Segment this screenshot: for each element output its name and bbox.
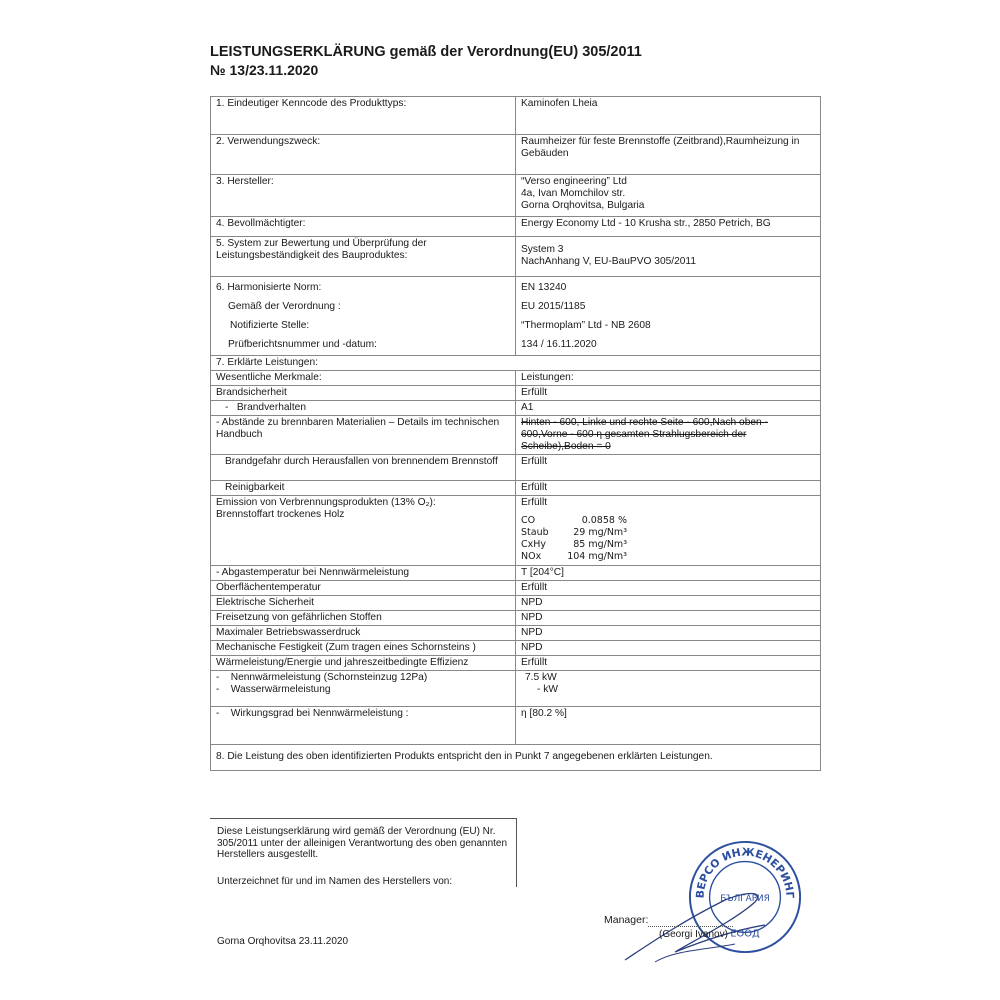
regulation-label: Gemäß der Verordnung : — [228, 301, 341, 312]
table-row — [211, 217, 821, 237]
row-label-text: Wirkungsgrad bei Nennwärmeleistung : — [230, 708, 409, 719]
emission-label: Emission von Verbrennungsprodukten (13% O₂): — [216, 497, 436, 508]
row-value: Hinten - 600, Linke und rechte Seite - 600,Nach oben - 600,Vorne - 600 η gesamten Strahlugsbereich der Scheibe),Boden = 0 — [516, 416, 821, 455]
row-label: Maximaler Betriebswasserdruck — [211, 626, 516, 641]
table-row — [211, 641, 821, 656]
nominal-output-value: 7.5 kW — [525, 672, 557, 683]
row-label — [211, 237, 516, 277]
responsibility-statement: Diese Leistungserklärung wird gemäß der Verordnung (EU) Nr. 305/2011 unter der alleinigen Verantwortung des oben genannten Herstellers ausgestellt. — [217, 826, 508, 860]
table-row — [211, 481, 821, 496]
row-label: Oberflächentemperatur — [211, 581, 516, 596]
row-value: NPD — [516, 596, 821, 611]
row-value: η [80.2 %] — [516, 707, 821, 745]
row-label: - Brandverhalten — [211, 401, 516, 416]
manufacturer-city: Gorna Orqhovitsa, Bulgaria — [521, 200, 645, 211]
conformity-statement: 8. Die Leistung des oben identifizierten Produkts entspricht den in Punkt 7 angegebenen erklärten Leistungen. — [211, 745, 821, 771]
document-title: LEISTUNGSERKLÄRUNG gemäß der Verordnung(EU) 305/2011 — [210, 44, 642, 60]
test-report-value: 134 / 16.11.2020 — [521, 339, 597, 350]
row-value: Raumheizer für feste Brennstoffe (Zeitbrand),Raumheizung in Gebäuden — [516, 135, 821, 175]
row-value: A1 — [516, 401, 821, 416]
emission-cxhy — [521, 539, 815, 551]
row-label — [211, 496, 516, 566]
row-label: 3. Hersteller: — [211, 175, 516, 217]
row-label-text: Brandverhalten — [236, 402, 306, 413]
table-row — [211, 596, 821, 611]
notified-body-value: “Thermoplam” Ltd - NB 2608 — [521, 320, 651, 331]
table-row — [211, 745, 821, 771]
manager-label: Manager: — [604, 914, 649, 926]
emission-nox — [521, 551, 815, 563]
table-row — [211, 135, 821, 175]
column-header: Leistungen: — [516, 371, 821, 386]
row-value-line: System 3 — [521, 244, 564, 255]
table-row — [211, 386, 821, 401]
table-row — [211, 401, 821, 416]
table-row — [211, 97, 821, 135]
stamp-text-top: ВЕРСО ИНЖЕНЕРИНГ — [693, 845, 797, 899]
document-number: № 13/23.11.2020 — [210, 62, 319, 78]
row-label-line: 5. System zur Bewertung und Überprüfung der — [216, 238, 427, 249]
stamp-text-bottom: ЕООД — [730, 928, 760, 940]
notified-body-label: Notifizierte Stelle: — [230, 320, 310, 331]
row-label: Reinigbarkeit — [211, 481, 516, 496]
emission-value: 0.0858 % — [581, 515, 627, 526]
emission-staub — [521, 527, 815, 539]
row-label: - Wirkungsgrad bei Nennwärmeleistung : — [211, 707, 516, 745]
row-value: Kaminofen Lheia — [516, 97, 821, 135]
row-label: Wärmeleistung/Energie und jahreszeitbedingte Effizienz — [211, 656, 516, 671]
row-value — [516, 496, 821, 566]
table-row — [211, 416, 821, 455]
row-label — [211, 671, 516, 707]
row-value — [516, 671, 821, 707]
signature-line — [648, 926, 733, 927]
table-row — [211, 371, 821, 386]
emission-key: Staub — [521, 527, 549, 538]
signer-line: Unterzeichnet für und im Namen des Herstellers von: — [217, 876, 453, 887]
table-row — [211, 626, 821, 641]
row-value: NPD — [516, 641, 821, 656]
water-output-label: - Wasserwärmeleistung — [216, 684, 331, 695]
row-value — [516, 277, 821, 356]
emission-key: NOx — [521, 551, 542, 562]
table-row — [211, 356, 821, 371]
fuel-type-label: Brennstoffart trockenes Holz — [216, 509, 345, 520]
emission-co — [521, 515, 815, 527]
regulation-value: EU 2015/1185 — [521, 301, 586, 312]
test-report-label: Prüfberichtsnummer und -datum: — [228, 339, 377, 350]
section-header: 7. Erklärte Leistungen: — [211, 356, 821, 371]
table-row — [211, 277, 821, 356]
row-value — [516, 175, 821, 217]
row-label: 2. Verwendungszweck: — [211, 135, 516, 175]
emission-value: 104 mg/Nm³ — [567, 551, 627, 562]
stamp-text-mid: БЪЛГАРИЯ — [720, 893, 770, 904]
row-label-text: Wasserwärmeleistung — [230, 684, 331, 695]
manager-name: (Georgi Ivanov) — [659, 929, 728, 940]
manufacturer-name: “Verso engineering” Ltd — [521, 176, 627, 187]
table-row — [211, 611, 821, 626]
nominal-output-label: - Nennwärmeleistung (Schornsteinzug 12Pa) — [216, 672, 428, 683]
row-value: Erfüllt — [516, 656, 821, 671]
norm-label: 6. Harmonisierte Norm: — [216, 282, 322, 293]
row-label: Freisetzung von gefährlichen Stoffen — [211, 611, 516, 626]
row-label: - Abgastemperatur bei Nennwärmeleistung — [211, 566, 516, 581]
table-row — [211, 496, 821, 566]
table-row — [211, 671, 821, 707]
place-date: Gorna Orqhovitsa 23.11.2020 — [217, 936, 349, 947]
row-value: Erfüllt — [516, 481, 821, 496]
row-value — [516, 237, 821, 277]
emission-status: Erfüllt — [521, 497, 548, 508]
column-header: Wesentliche Merkmale: — [211, 371, 516, 386]
table-row — [211, 455, 821, 481]
row-label — [211, 277, 516, 356]
row-label: Brandgefahr durch Herausfallen von brennendem Brennstoff — [211, 455, 516, 481]
row-value: Energy Economy Ltd - 10 Krusha str., 2850 Petrich, BG — [516, 217, 821, 237]
row-label: Mechanische Festigkeit (Zum tragen eines Schornsteins ) — [211, 641, 516, 656]
row-label: Brandsicherheit — [211, 386, 516, 401]
table-row — [211, 707, 821, 745]
table-row — [211, 566, 821, 581]
row-label: 1. Eindeutiger Kenncode des Produkttyps: — [211, 97, 516, 135]
water-output-value: - kW — [537, 684, 558, 695]
row-label: - Abstände zu brennbaren Materialien – Details im technischen Handbuch — [211, 416, 516, 455]
declaration-table — [210, 96, 821, 771]
row-label-text: Nennwärmeleistung (Schornsteinzug 12Pa) — [230, 672, 428, 683]
row-value: Erfüllt — [516, 455, 821, 481]
row-value: Erfüllt — [516, 386, 821, 401]
row-value: Erfüllt — [516, 581, 821, 596]
row-value-line: NachAnhang V, EU-BauPVO 305/2011 — [521, 256, 697, 267]
row-value: NPD — [516, 611, 821, 626]
norm-value: EN 13240 — [521, 282, 567, 293]
row-label: 4. Bevollmächtigter: — [211, 217, 516, 237]
table-row — [211, 175, 821, 217]
table-row — [211, 656, 821, 671]
emission-key: CO — [521, 515, 536, 526]
emission-value: 85 mg/Nm³ — [573, 539, 627, 550]
row-label-line: Leistungsbeständigkeit des Bauproduktes: — [216, 250, 408, 261]
row-value: T [204°C] — [516, 566, 821, 581]
row-value: NPD — [516, 626, 821, 641]
emission-value: 29 mg/Nm³ — [573, 527, 627, 538]
emission-values — [521, 515, 815, 563]
table-row — [211, 237, 821, 277]
manufacturer-street: 4a, Ivan Momchilov str. — [521, 188, 626, 199]
row-label: Elektrische Sicherheit — [211, 596, 516, 611]
table-row — [211, 581, 821, 596]
emission-key: CxHy — [521, 539, 547, 550]
